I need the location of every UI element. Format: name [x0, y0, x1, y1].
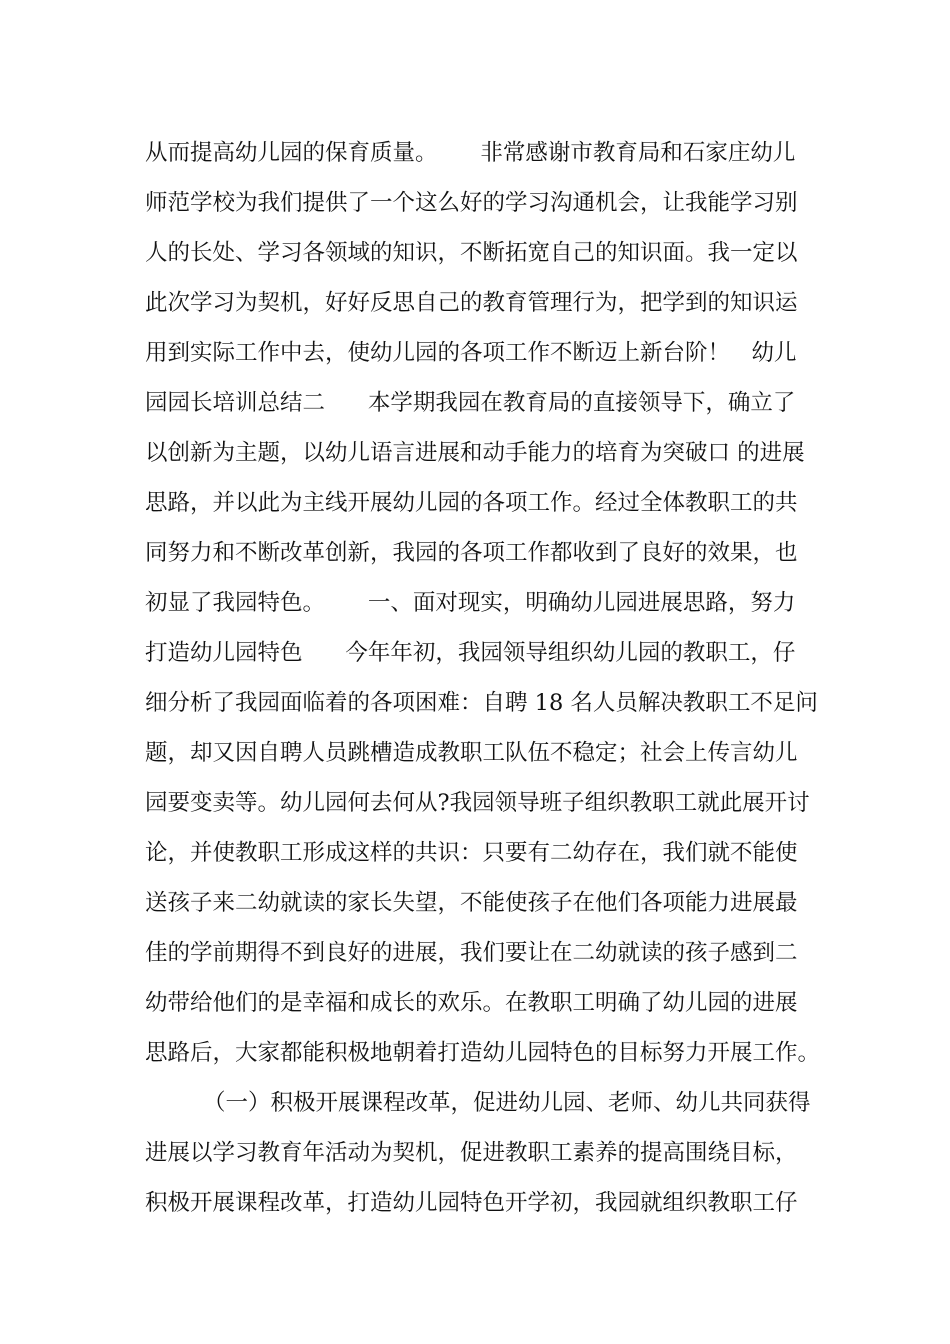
- text-line: 论，并使教职工形成这样的共识：只要有二幼存在，我们就不能使: [145, 840, 798, 866]
- text-line: 打造幼儿园特色 今年年初，我园领导组织幼儿园的教职工，仔: [145, 640, 796, 666]
- text-line: 园园长培训总结二 本学期我园在教育局的直接领导下，确立了: [145, 390, 796, 416]
- text-line: 佳的学前期得不到良好的进展，我们要让在二幼就读的孩子感到二: [145, 940, 798, 966]
- text-line: 以创新为主题，以幼儿语言进展和动手能力的培育为突破口 的进展: [145, 440, 805, 466]
- text-line: 初显了我园特色。 一、面对现实，明确幼儿园进展思路，努力: [145, 590, 796, 616]
- text-line-indented: （一）积极开展课程改革，促进幼儿园、老师、幼儿共同获得: [203, 1090, 811, 1116]
- text-line: 人的长处、学习各领域的知识，不断拓宽自己的知识面。我一定以: [145, 240, 798, 266]
- text-line: 从而提高幼儿园的保育质量。 非常感谢市教育局和石家庄幼儿: [145, 140, 796, 166]
- body-text: [145, 128, 825, 1228]
- text-line: 思路，并以此为主线开展幼儿园的各项工作。经过全体教职工的共: [145, 490, 798, 516]
- text-line: 同努力和不断改革创新，我园的各项工作都收到了良好的效果，也: [145, 540, 798, 566]
- text-line: 用到实际工作中去，使幼儿园的各项工作不断迈上新台阶！ 幼儿: [145, 340, 797, 366]
- text-line: 此次学习为契机，好好反思自己的教育管理行为，把学到的知识运: [145, 290, 798, 316]
- text-line: 细分析了我园面临着的各项困难：自聘 18 名人员解决教职工不足问: [145, 690, 818, 716]
- text-line: 幼带给他们的是幸福和成长的欢乐。在教职工明确了幼儿园的进展: [145, 990, 798, 1016]
- text-line: 送孩子来二幼就读的家长失望，不能使孩子在他们各项能力进展最: [145, 890, 798, 916]
- text-line: 积极开展课程改革，打造幼儿园特色开学初，我园就组织教职工仔: [145, 1190, 798, 1216]
- text-line: 题，却又因自聘人员跳槽造成教职工队伍不稳定；社会上传言幼儿: [145, 740, 798, 766]
- text-line: 思路后，大家都能积极地朝着打造幼儿园特色的目标努力开展工作。: [145, 1040, 821, 1066]
- text-line: 园要变卖等。幼儿园何去何从?我园领导班子组织教职工就此展开讨: [145, 790, 810, 816]
- text-line: 进展以学习教育年活动为契机，促进教职工素养的提高围绕目标，: [145, 1140, 798, 1166]
- text-line: 师范学校为我们提供了一个这么好的学习沟通机会，让我能学习别: [145, 190, 798, 216]
